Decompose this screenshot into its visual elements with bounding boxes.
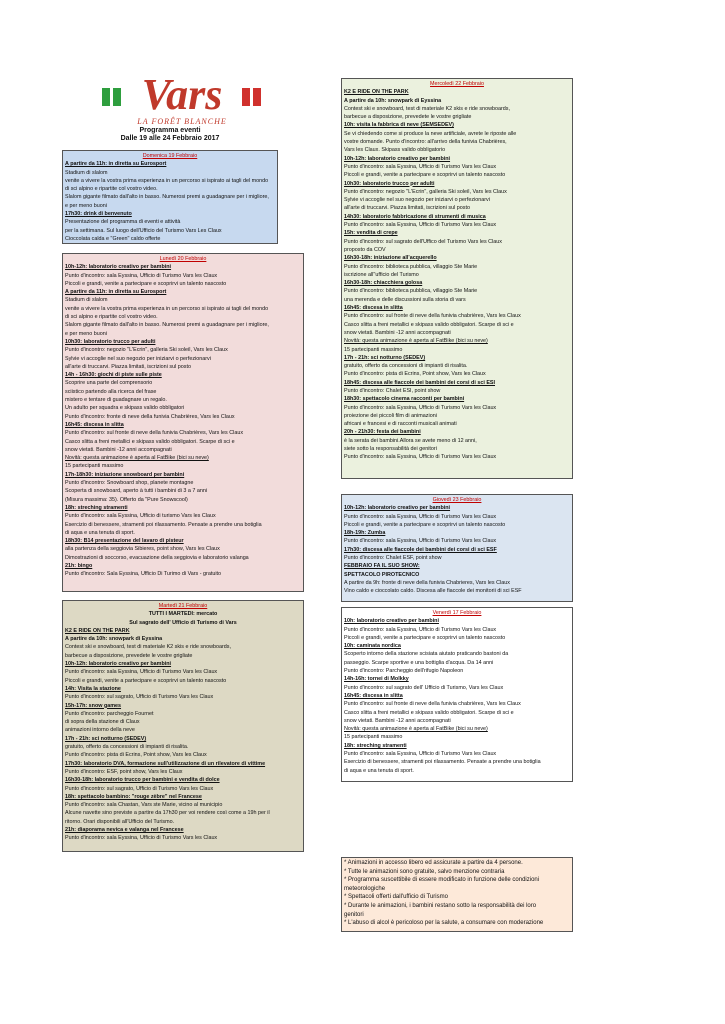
event-text: siete sotto la responsabilità dei genitori bbox=[344, 446, 437, 453]
event-text: iscrizione all''ufficio del Turismo bbox=[344, 271, 419, 278]
event-heading: 16h45: discesa in slitta bbox=[344, 692, 403, 699]
event-text: alla partenza della seggiovia Sibieres, point show, Vars les Claux bbox=[65, 546, 220, 553]
event-text: Punto d'incontro: sala Eyssina, Ufficio di Turismo Vars les Claux bbox=[65, 669, 218, 676]
event-heading: 15h-17h: snow games bbox=[65, 702, 122, 709]
event-heading: A partire da 11h: in diretta su Eurosport bbox=[65, 289, 167, 296]
event-heading: 21h: bingo bbox=[65, 562, 93, 569]
event-text: Punto d'incontro: ESF, point show, Vars les Claux bbox=[65, 768, 183, 775]
event-text: Piccoli e grandi, venite a partecipare e scoprirvi un talento nascosto bbox=[344, 172, 506, 179]
event-text: Casco slitta a freni metallici e skipass valido obbligatori. Scarpe di sci e bbox=[344, 321, 514, 328]
event-text: barbecue a disposizione, prevedete le vostre grigliate bbox=[344, 114, 472, 121]
event-heading: 10h-12h: laboratorio creativo per bambini bbox=[344, 155, 451, 162]
event-text: Punto d'incontro: sala Eyssina, Ufficio di Turismo Vars les Claux bbox=[65, 272, 218, 279]
event-text: snow vietati. Bambini -12 anni accompagnati bbox=[344, 329, 451, 336]
event-heading: K2 E RIDE ON THE PARK bbox=[344, 89, 409, 96]
event-text: Vino caldo e cioccolato caldo. Discesa alle fiaccole dei monitorii di sci ESF bbox=[344, 588, 522, 595]
event-text: mistero e tentare di guadagnare un regalo. bbox=[65, 397, 167, 404]
event-text: Punto d'incontro: sala Eyssina, Ufficio di Turismo Vars les Claux bbox=[344, 163, 497, 170]
event-heading: 14h-16h: tornei di Molkky bbox=[344, 676, 409, 683]
event-text: Punto d'incontro: Sala Eyssina, Ufficio Di Turimo di Vars - gratuito bbox=[65, 571, 222, 578]
event-text: Novità: questa animazione è aperta al FatBike (bici su neve) bbox=[65, 455, 209, 462]
event-heading: 14h: Visita la stazione bbox=[65, 685, 121, 692]
event-heading: 15h: vendita di crepe bbox=[344, 230, 398, 237]
event-text: Piccoli e grandi, venite a partecipare e scoprirvi un talento nascosto bbox=[344, 634, 506, 641]
event-heading: 18h45: discesa alle fiaccole dei bambini dei corsi di sci ESI bbox=[344, 379, 496, 386]
event-text: Contest ski e snowboard, test di materiale K2 skis e ride snowboards, bbox=[65, 644, 231, 651]
event-text: Punto d'incontro: sul sagrato, Ufficio di Turismo Vars les Claux bbox=[65, 785, 214, 792]
event-heading: 16h45: discesa in slitta bbox=[65, 421, 124, 428]
event-text: Punto d'incontro: Snowboard shop, planete montagne bbox=[65, 480, 194, 487]
event-text: * Tutte le animazioni sono gratuite, salvo menzione contraria bbox=[344, 868, 505, 875]
event-text: di sopra della stazione di Claux bbox=[65, 719, 140, 726]
event-text: meteorologiche bbox=[344, 885, 386, 892]
day-box-martedi bbox=[62, 600, 304, 852]
program-title: Programma eventi bbox=[139, 127, 201, 134]
event-heading: A partire da 11h: in diretta su Eurosport bbox=[65, 161, 167, 168]
event-text: vostre domande. Punto d'incontro: all'arrivo della funivia Chabrières, bbox=[344, 139, 507, 146]
event-text: A partire da 10h: snowpark di Eyssina bbox=[65, 636, 163, 643]
event-text: * Programma suscettibile di essere modificato in funzione delle condizioni bbox=[344, 877, 540, 884]
event-text: Punto d'incontro: pista di Ecrins, Point show, Vars les Claux bbox=[344, 371, 486, 378]
event-text: una merenda e delle discussioni sulla storia di vars bbox=[344, 296, 466, 303]
event-text: Punto d'incontro: sala Eyssina, Ufficio di Turismo Vars les Claux bbox=[344, 751, 497, 758]
event-text: genitori bbox=[344, 911, 364, 918]
program-dates: Dalle 19 alle 24 Febbraio 2017 bbox=[120, 135, 220, 142]
event-heading: 18h-19h: Zumba bbox=[344, 530, 386, 537]
event-heading: 17h30: drink di benvenuto bbox=[65, 211, 132, 218]
event-text: Scoperta di snowboard, aperto à tutti i bambini di 3 a 7 anni bbox=[65, 488, 208, 495]
event-text: proiezione dei piccoli film di animazioni bbox=[344, 412, 437, 419]
event-text: all'arte di truccarvi. Piazza limitati, iscrizioni sul posto bbox=[65, 363, 191, 370]
event-text: Sul sagrato dell' Ufficio di Turismo di Vars bbox=[129, 619, 237, 626]
event-text: Punto d'incontro: sala Eyssina, Ufficio di Turismo Vars les Claux bbox=[344, 538, 497, 545]
event-text: Piccoli e grandi, venite a partecipare e scoprirvi un talento nascosto bbox=[344, 521, 506, 528]
event-text: 15 partecipanti massimo bbox=[65, 463, 124, 470]
event-heading: 10h-12h: laboratorio creativo per bambini bbox=[344, 505, 451, 512]
event-heading: 18h: streching stramenti bbox=[344, 742, 407, 749]
event-text: Punto d'incontro: sul fronte di neve della funivia Chabrières, Vars les Claux bbox=[65, 430, 244, 437]
event-text: barbecue a disposizione, prevedete le vostre grigliate bbox=[65, 652, 193, 659]
event-text: * L'abuso di alcol è pericoloso per la salute, a consumare con moderazione bbox=[344, 920, 544, 927]
event-text: * Animazioni in accesso libero ed assicurate a partire da 4 persone. bbox=[344, 860, 523, 866]
event-heading: 17h30: discesa alle fiaccole dei bambini dei corsi di sci ESF bbox=[344, 546, 497, 553]
event-text: * Durante le animazioni, i bambini restano sotto la responsabilità dei loro bbox=[344, 902, 537, 909]
event-text: Piccoli e grandi, venite a partecipare e scoprirvi un talento nascosto bbox=[65, 280, 227, 287]
event-text: Sylvie vi accoglie nel suo negozio per iniziarvi o perfezionarvi bbox=[65, 355, 211, 362]
event-text: Punto d'incontro: fronte di neve della funivia Chabrières, Vars les Claux bbox=[65, 413, 235, 420]
event-text: Punto d'incontro: sala Chastan, Vars ste Marie, vicino al municipio bbox=[65, 802, 223, 809]
event-heading: K2 E RIDE ON THE PARK bbox=[65, 627, 130, 634]
event-text: gratuito, offerto da concessioni di impianti di risalita. bbox=[65, 744, 189, 751]
event-text: venite a vivere la vostra prima esperienza in un percorso si ispirato ai tagli del mondo bbox=[65, 305, 269, 312]
event-text: proposto da COV bbox=[344, 246, 386, 253]
event-text: Contest ski e snowboard, test di materiale K2 skis e ride snowboards, bbox=[344, 105, 510, 112]
event-text: Punto d'incontro: biblioteca pubblica, villaggio Ste Marie bbox=[344, 263, 478, 270]
event-heading: 10h30: laboratorio trucco per adulti bbox=[65, 338, 156, 345]
event-text: per la settimana. Sul luogo dell'Ufficio del Turismo Vars Les Claux bbox=[65, 227, 222, 234]
event-heading: 18h30: B14 presentazione del lavaro di pisteur bbox=[65, 538, 184, 545]
flag-green-bar bbox=[113, 88, 121, 106]
logo-tagline: LA FORÊT BLANCHE bbox=[137, 117, 227, 126]
event-text: ritorno. Orari disponibili all'Ufficio del Turismo. bbox=[65, 818, 175, 825]
event-text: di sci alpino e ripartite col vostro video. bbox=[65, 186, 158, 193]
event-text: di sci alpino e ripartite col vostro video. bbox=[65, 314, 158, 321]
event-text: Se vi chiedendo come si produce la neve artificiale, avrete le riposte alle bbox=[344, 130, 517, 137]
event-heading: 16h30-18h: laboratorio trucco per bambini e vendita di dolce bbox=[65, 777, 220, 784]
event-text: Punto d'incontro: sala Eyssina, Ufficio di Turismo Vars les Claux bbox=[344, 513, 497, 520]
event-text: 15 partecipanti massimo bbox=[344, 734, 403, 741]
day-box-mercoledi bbox=[341, 78, 573, 479]
event-heading: 18h: spettacolo bambino: "rouge zèbre" nel Francese bbox=[65, 793, 202, 800]
day-title: Venerdì 17 Febbraio bbox=[432, 610, 482, 616]
notes-box bbox=[341, 857, 573, 932]
event-text: Scoperto intorno della stazione scisiata aiutato praticando bastoni da bbox=[344, 651, 509, 658]
logo-wordmark: Vars bbox=[141, 70, 223, 119]
event-text: Punto d'incontro: sala Eyssina, Ufficio di Turismo Vars les Claux bbox=[344, 626, 497, 633]
event-text: Casco slitta a freni metallici e skipass valido obbligatori. Scarpe di sci e bbox=[344, 709, 514, 716]
event-text: 15 partecipanti massimo bbox=[344, 346, 403, 353]
event-text: Alcune navette sino previste a partire da 17h30 per voi rendere così come a 19h per il bbox=[65, 810, 270, 817]
event-text: Punto d'incontro: sul fronte di neve della funivia chabrières, Vars les Claux bbox=[344, 313, 521, 320]
event-text: Presentazione del programma di eventi e attività bbox=[65, 219, 181, 226]
event-heading: 17h - 21h: sci notturno (SEDEV) bbox=[344, 354, 426, 361]
event-text: Novità: questa animazione è aperta al FatBike (bici su neve) bbox=[344, 726, 488, 733]
event-text: Punto d'incontro: sul sagrato dell' Ufficio di Turismo, Vars les Claux bbox=[344, 684, 504, 691]
event-heading: 10h: visita la fabbrica di neve (SEMSEDEV) bbox=[344, 122, 454, 129]
event-text: gratuito, offerto da concessioni di impianti di risalita. bbox=[344, 363, 468, 370]
event-text: Novità: questa animazione è aperta al FatBike (bici su neve) bbox=[344, 338, 488, 345]
event-text: e per meno buoni bbox=[65, 202, 107, 209]
event-text: Slalom gigante filmato dall'alto in basso. Numerosi premi a guadagnare per i migliore, bbox=[65, 194, 269, 201]
event-text: di aqua e una tenuta di sport. bbox=[65, 529, 135, 536]
event-heading: 10h: laboratorio creativo per bambini bbox=[344, 618, 439, 625]
event-text: Punto d'incontro: sala Eyssina, Ufficio di Turismo Vars les Claux bbox=[344, 404, 497, 411]
event-heading: 17h-18h30: iniziazione snowboard per bambini bbox=[65, 471, 185, 478]
event-text: Punto d'incontro: Parcheggio dell'rifugio Napoleon bbox=[344, 668, 464, 675]
event-text: Esercizio di benessere, stramenti poi rilassamento. Pensate a prendre una botiglia bbox=[344, 759, 541, 766]
event-heading: 18h30: spettacolo cinema racconti per bambini bbox=[344, 396, 465, 403]
event-text: Un adulto per squadra e skipass valido obbligatori bbox=[65, 405, 185, 412]
event-heading: FEBBRAIO FA IL SUO SHOW: bbox=[344, 563, 420, 570]
day-title: Martedì 21 Febbraio bbox=[158, 603, 208, 609]
event-text: * Spettacoli offerti dall'ufficio di Turismo bbox=[344, 894, 448, 901]
event-text: Punto d'incontro: sala Eyssina, Ufficio di Turismo Vars les Claux bbox=[344, 454, 497, 461]
event-text: Casco slitta a freni metallici e skipass valido obbligatori. Scarpe di sci e bbox=[65, 438, 235, 445]
event-heading: 14h - 16h30: giochi di piste sulle piste bbox=[65, 372, 162, 379]
event-text: A partire da 10h: snowpark di Eyssina bbox=[344, 97, 442, 104]
event-text: Slalom gigante filmato dall'alto in basso. Numerosi premi a guadagnare per i migliore, bbox=[65, 322, 269, 329]
day-box-giovedi bbox=[341, 494, 573, 602]
event-heading: 17h - 21h: sci notturno (SEDEV) bbox=[65, 735, 147, 742]
event-text: Stadium di slalom bbox=[65, 169, 108, 176]
event-heading: 14h30: laboratorio fabbricazione di strumenti di musica bbox=[344, 213, 486, 220]
event-text: venite a vivere la vostra prima esperienza in un percorso si ispirato ai tagli del mondo bbox=[65, 177, 269, 184]
event-heading: 20h - 21h30: festa dei bambini bbox=[344, 429, 421, 436]
event-text: Scoprire una parte del comprensorio bbox=[65, 380, 153, 387]
event-text: all'arte di truccarvi. Piazza limitati, iscrizioni sul posto bbox=[344, 205, 470, 212]
event-text: A partire da 9h: fronte di neve della funivia Chabrieres, Vars les Claux bbox=[344, 579, 510, 586]
event-text: Esercizio di benessere, stramenti poi rilassamento. Pensate a prendre una botiglia bbox=[65, 521, 262, 528]
event-text: Cioccolata calda e "Green" caldo offerte bbox=[65, 235, 161, 242]
event-heading: 21h: diaporama nevica e valanga nel Francese bbox=[65, 827, 184, 834]
event-text: Punto d'incontro: negozio "L'Ecrin", galleria Ski soleil, Vars les Claux bbox=[344, 188, 507, 195]
day-box-domenica bbox=[62, 150, 278, 244]
event-text: Punto d'incontro: sala Eyssina, Ufficio di Turismo Vars les Claux bbox=[344, 222, 497, 229]
event-heading: 16h30-18h: chiacchiera golosa bbox=[344, 280, 423, 287]
event-heading: 16h30-18h: iniziazione all'acquerello bbox=[344, 255, 437, 262]
event-text: Punto d'incontro: sala Eyssina, Ufficio di Turismo Vars les Claux bbox=[65, 835, 218, 842]
event-text: snow vietati. Bambini -12 anni accompagnati bbox=[344, 717, 451, 724]
event-text: Dimostrazioni di soccorso, evacuazione della seggiovia e laboratorio valanga bbox=[65, 554, 249, 561]
event-text: animazioni intorno della neve bbox=[65, 727, 135, 734]
event-text: africani e francesi e di racconti musicali animati bbox=[344, 421, 457, 428]
event-text: Punto d'incontro: pista di Ecrins, Point show, Vars les Claux bbox=[65, 752, 207, 759]
event-heading: 10h30: laboratorio trucco per adulti bbox=[344, 180, 435, 187]
event-text: Punto d'incontro: Chalet ESF, point show bbox=[344, 555, 442, 562]
event-text: Vars les Claux. Skipass valido obbligatorio bbox=[344, 147, 446, 154]
event-heading: 10h-12h: laboratorio creativo per bambini bbox=[65, 264, 172, 271]
event-text: è la serata dei bambini.Allora se avete meno di 12 anni, bbox=[344, 437, 477, 444]
event-text: Punto d'incontro: parcheggio Fournet bbox=[65, 710, 154, 717]
flag-red-bar bbox=[253, 88, 261, 106]
day-box-venerdi bbox=[341, 607, 573, 782]
event-text: sciistico partendo alla ricerca del frase bbox=[65, 388, 157, 395]
event-text: Punto d'incontro: sul fronte di neve della funivia chabrières, Vars les Claux bbox=[344, 701, 521, 708]
event-text: Punto d'incontro: negozio "L'Ecrin", galleria Ski soleil, Vars les Claux bbox=[65, 347, 228, 354]
day-title: Giovedì 23 Febbraio bbox=[432, 497, 482, 503]
event-text: Sylvie vi accoglie nel suo negozio per iniziarvi o perfezionarvi bbox=[344, 197, 490, 204]
event-text: Punto d'incontro: biblioteca pubblica, villaggio Ste Marie bbox=[344, 288, 478, 295]
day-title: Domenica 19 Febbraio bbox=[142, 153, 198, 159]
day-box-lunedi bbox=[62, 253, 304, 592]
event-text: Punto d'incontro: Chalet ESI, point show bbox=[344, 387, 441, 394]
event-text: (Misura massima: 35). Offerto da "Pure Snowscool) bbox=[65, 496, 188, 503]
flag-red-bar bbox=[242, 88, 250, 106]
event-text: SPETTACOLO PIROTECNICO bbox=[344, 571, 420, 578]
event-text: di aqua e una tenuta di sport. bbox=[344, 767, 414, 774]
event-text: e per meno buoni bbox=[65, 330, 107, 337]
event-text: Punto d'incontro: sul sagrato dell'Uffico del Turismo Vars les Claux bbox=[344, 238, 502, 245]
event-text: passeggio. Scarpe sportive e una bottiglia d'acqua. Da 14 anni bbox=[344, 659, 494, 666]
vars-logo bbox=[100, 66, 280, 130]
event-text: Stadium di slalom bbox=[65, 297, 108, 304]
event-heading: 10h-12h: laboratorio creativo per bambini bbox=[65, 661, 172, 668]
event-text: Punto d'incontro: sala Eyssina, Ufficio di turismo Vars les Claux bbox=[65, 513, 216, 520]
day-title: Mercoledì 22 Febbraio bbox=[430, 81, 484, 87]
event-text: TUTTI I MARTEDI: mercato bbox=[148, 611, 218, 618]
event-text: snow vietati. Bambini -12 anni accompagnati bbox=[65, 446, 172, 453]
event-heading: 18h: streching stramenti bbox=[65, 504, 128, 511]
event-heading: 16h45: discesa in slitta bbox=[344, 305, 403, 312]
event-heading: 17h30: laboratorio DVA, formazione sull'utilizzazione di un rilevatore di vittime bbox=[65, 760, 266, 767]
event-heading: 10h: caminata nordica bbox=[344, 643, 401, 650]
event-text: Piccoli e grandi, venite a partecipare e scoprirvi un talento nascosto bbox=[65, 677, 227, 684]
flag-green-bar bbox=[102, 88, 110, 106]
day-title: Lunedì 20 Febbraio bbox=[159, 256, 207, 262]
event-text: Punto d'incontro: sul sagrato, Ufficio di Turismo Vars les Claux bbox=[65, 694, 214, 701]
